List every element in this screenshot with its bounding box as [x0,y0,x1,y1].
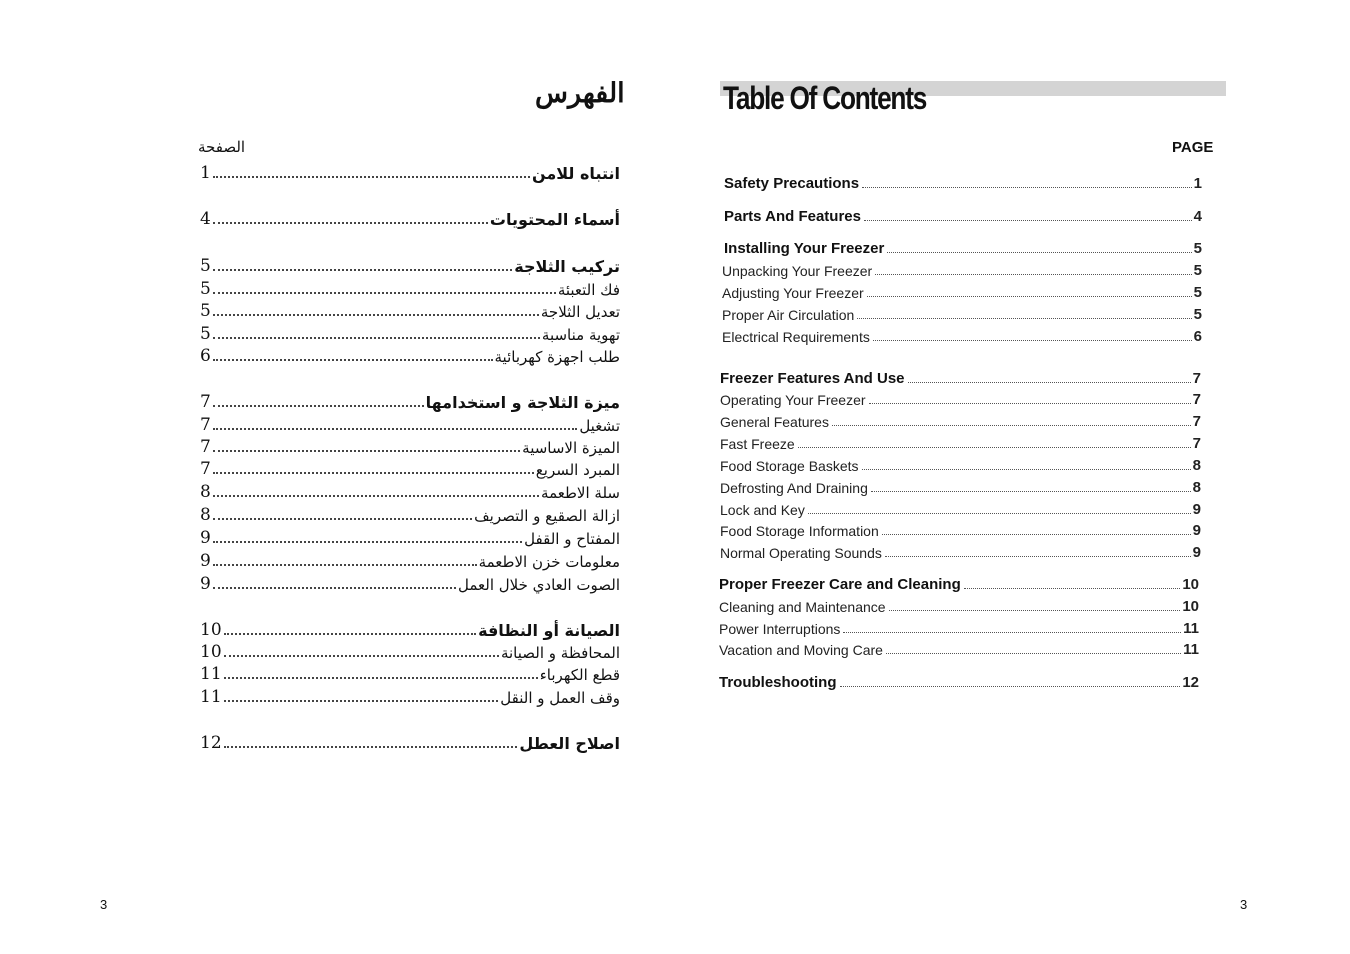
toc-entry-installing-your-freezer[interactable] [724,237,1202,257]
toc-entry-label: Installing Your Freezer [724,240,885,257]
arabic-entry-label: طلب اجهزة كهربائية [494,348,620,366]
toc-entry-food-storage-information[interactable] [720,519,1201,539]
arabic-entry-label: اصلاح العطل [519,734,620,753]
toc-entry-normal-operating-sounds[interactable] [720,541,1201,561]
toc-entry-power-interruptions[interactable] [719,617,1199,637]
toc-entry-parts-and-features[interactable] [724,205,1202,225]
toc-entry-page: 11 [1183,641,1199,658]
arabic-entry-label: سلة الاطعمة [541,484,620,502]
arabic-toc-entry[interactable] [200,435,620,457]
toc-entry-label: Parts And Features [724,208,861,225]
dot-leader [857,318,1191,319]
arabic-entry-page: 8 [200,505,211,525]
dot-leader [873,340,1192,341]
arabic-entry-page: 10 [200,642,222,662]
arabic-toc-entry[interactable] [200,503,620,525]
dot-leader [224,633,476,635]
toc-entry-page: 5 [1193,306,1202,323]
dot-leader [840,686,1181,687]
arabic-entry-page: 11 [200,687,222,707]
arabic-toc-entry[interactable] [200,254,620,276]
toc-entry-label: General Features [720,414,829,430]
arabic-entry-page: 9 [200,528,211,548]
dot-leader [213,428,577,430]
toc-entry-troubleshooting[interactable] [719,671,1199,691]
dot-leader [908,382,1191,383]
dot-leader [213,541,522,543]
arabic-toc-entry[interactable] [200,344,620,366]
arabic-entry-page: 7 [200,392,211,412]
toc-entry-freezer-features-and-use[interactable] [720,367,1201,387]
arabic-entry-label: قطع الكهرباء [539,666,620,684]
toc-entry-page: 8 [1192,479,1201,496]
arabic-entry-page: 9 [200,574,211,594]
toc-entry-proper-freezer-care[interactable] [719,573,1199,593]
toc-entry-operating-your-freezer[interactable] [720,388,1201,408]
dot-leader [867,296,1192,297]
arabic-toc-entry[interactable] [200,731,620,753]
arabic-toc-entry[interactable] [200,685,620,707]
dot-leader [964,588,1181,589]
toc-entry-safety-precautions[interactable] [724,172,1202,192]
arabic-toc-entry[interactable] [200,299,620,321]
arabic-entry-label: أسماء المحتويات [489,210,620,229]
arabic-entry-page: 7 [200,459,211,479]
arabic-entry-page: 10 [200,620,222,640]
toc-entry-label: Cleaning and Maintenance [719,599,886,615]
dot-leader [889,610,1181,611]
arabic-toc-entry[interactable] [200,640,620,662]
dot-leader [808,513,1191,514]
dot-leader [213,587,456,589]
arabic-toc-entry[interactable] [200,526,620,548]
toc-entry-page: 9 [1192,522,1201,539]
toc-entry-label: Power Interruptions [719,621,841,637]
toc-entry-page: 12 [1182,674,1199,691]
arabic-entry-label: تركيب الثلاجة [514,257,620,276]
arabic-toc-entry[interactable] [200,390,620,412]
arabic-entry-label: المحافظة و الصيانة [500,644,620,662]
dot-leader [213,405,424,407]
arabic-entry-page: 11 [200,664,222,684]
arabic-toc-entry[interactable] [200,207,620,229]
dot-leader [213,292,556,294]
arabic-entry-page: 7 [200,415,211,435]
toc-entry-label: Normal Operating Sounds [720,545,882,561]
toc-entry-label: Adjusting Your Freezer [722,285,864,301]
arabic-entry-label: تهوية مناسبة [541,326,620,344]
dot-leader [882,534,1191,535]
arabic-entry-page: 5 [200,279,211,299]
toc-entry-label: Troubleshooting [719,674,837,691]
arabic-toc-entry[interactable] [200,618,620,640]
toc-entry-food-storage-baskets[interactable] [720,454,1201,474]
arabic-toc-entry[interactable] [200,413,620,435]
arabic-toc-entry[interactable] [200,457,620,479]
arabic-toc-entry[interactable] [200,161,620,183]
toc-entry-label: Defrosting And Draining [720,480,868,496]
arabic-toc-entry[interactable] [200,322,620,344]
dot-leader [224,746,518,748]
dot-leader [798,447,1191,448]
toc-entry-proper-air-circulation[interactable] [722,303,1202,323]
arabic-entry-label: الصيانة أو النظافة [478,621,620,640]
toc-entry-general-features[interactable] [720,410,1201,430]
toc-entry-label: Proper Freezer Care and Cleaning [719,576,961,593]
toc-entry-page: 9 [1192,501,1201,518]
toc-entry-label: Proper Air Circulation [722,307,855,323]
toc-entry-vacation-and-moving-care[interactable] [719,638,1199,658]
dot-leader [887,252,1191,253]
arabic-entry-label: معلومات خزن الاطعمة [478,553,620,571]
toc-entry-label: Fast Freeze [720,436,795,452]
toc-entry-label: Unpacking Your Freezer [722,263,873,279]
dot-leader [885,556,1191,557]
toc-entry-label: Vacation and Moving Care [719,642,883,658]
dot-leader [224,700,499,702]
arabic-entry-label: المبرد السريع [535,461,620,479]
dot-leader [871,491,1191,492]
toc-entry-page: 5 [1193,262,1202,279]
toc-entry-page: 7 [1192,370,1201,387]
page-number: 3 [100,897,108,912]
arabic-entry-page: 7 [200,437,211,457]
dot-leader [213,495,539,497]
arabic-entry-label: ازالة الصقيع و التصريف [474,507,620,525]
arabic-toc-title: الفهرس [535,78,625,108]
dot-leader [213,564,477,566]
toc-entry-label: Freezer Features And Use [720,370,905,387]
arabic-toc-entry[interactable] [200,277,620,299]
toc-entry-label: Lock and Key [720,502,805,518]
toc-entry-page: 7 [1192,435,1201,452]
arabic-entry-page: 5 [200,301,211,321]
toc-entry-cleaning-and-maintenance[interactable] [719,595,1199,615]
arabic-toc-entry[interactable] [200,662,620,684]
toc-entry-page: 7 [1192,413,1201,430]
dot-leader [886,653,1181,654]
arabic-entry-page: 9 [200,551,211,571]
arabic-entry-label: وقف العمل و النقل [500,689,620,707]
toc-entry-fast-freeze[interactable] [720,432,1201,452]
toc-entry-electrical-requirements[interactable] [722,325,1202,345]
toc-entry-page: 6 [1193,328,1202,345]
dot-leader [213,359,493,361]
arabic-toc-entry[interactable] [200,572,620,594]
toc-entry-page: 5 [1193,284,1202,301]
dot-leader [213,450,520,452]
arabic-entry-label: تشغيل [579,417,620,435]
toc-entry-label: Electrical Requirements [722,329,870,345]
dot-leader [864,220,1192,221]
toc-entry-adjusting-your-freezer[interactable] [722,281,1202,301]
arabic-entry-label: الصوت العادي خلال العمل [457,576,620,594]
dot-leader [832,425,1191,426]
arabic-toc-entry[interactable] [200,480,620,502]
dot-leader [213,269,512,271]
toc-entry-label: Safety Precautions [724,175,860,192]
dot-leader [213,222,488,224]
page-column-label: PAGE [1172,139,1214,156]
toc-entry-page: 10 [1182,576,1199,593]
toc-entry-page: 11 [1183,620,1199,637]
toc-entry-unpacking-your-freezer[interactable] [722,259,1202,279]
page-number: 3 [1240,897,1248,912]
dot-leader [869,403,1191,404]
toc-entry-page: 9 [1192,544,1201,561]
toc-entry-label: Food Storage Information [720,523,879,539]
arabic-entry-page: 5 [200,324,211,344]
toc-entry-page: 4 [1193,208,1202,225]
arabic-page-label: الصفحة [198,139,246,156]
toc-entry-label: Operating Your Freezer [720,392,866,408]
dot-leader [213,176,530,178]
arabic-entry-page: 12 [200,733,222,753]
arabic-entry-label: تعديل الثلاجة [540,303,620,321]
dot-leader [213,314,539,316]
toc-entry-page: 10 [1182,598,1199,615]
dot-leader [862,187,1192,188]
arabic-entry-page: 1 [200,163,211,183]
arabic-entry-label: ميزة الثلاجة و استخدامها [425,393,620,412]
toc-entry-page: 1 [1193,175,1202,192]
toc-entry-page: 8 [1192,457,1201,474]
toc-entry-lock-and-key[interactable] [720,498,1201,518]
dot-leader [843,632,1181,633]
arabic-entry-page: 8 [200,482,211,502]
dot-leader [213,472,534,474]
arabic-entry-label: فك التعبئة [557,281,620,299]
dot-leader [875,274,1191,275]
toc-entry-label: Food Storage Baskets [720,458,859,474]
dot-leader [213,337,540,339]
dot-leader [862,469,1191,470]
arabic-entry-page: 4 [200,209,211,229]
toc-entry-page: 5 [1193,240,1202,257]
arabic-entry-page: 6 [200,346,211,366]
dot-leader [224,655,499,657]
toc-entry-defrosting-and-draining[interactable] [720,476,1201,496]
arabic-entry-label: المفتاح و القفل [524,530,620,548]
toc-entry-page: 7 [1192,391,1201,408]
arabic-entry-page: 5 [200,256,211,276]
dot-leader [213,518,472,520]
dot-leader [224,677,538,679]
arabic-entry-label: انتباه للامن [531,164,620,183]
toc-title: Table Of Contents [723,80,927,116]
arabic-toc-entry[interactable] [200,549,620,571]
arabic-entry-label: الميزة الاساسية [522,439,620,457]
